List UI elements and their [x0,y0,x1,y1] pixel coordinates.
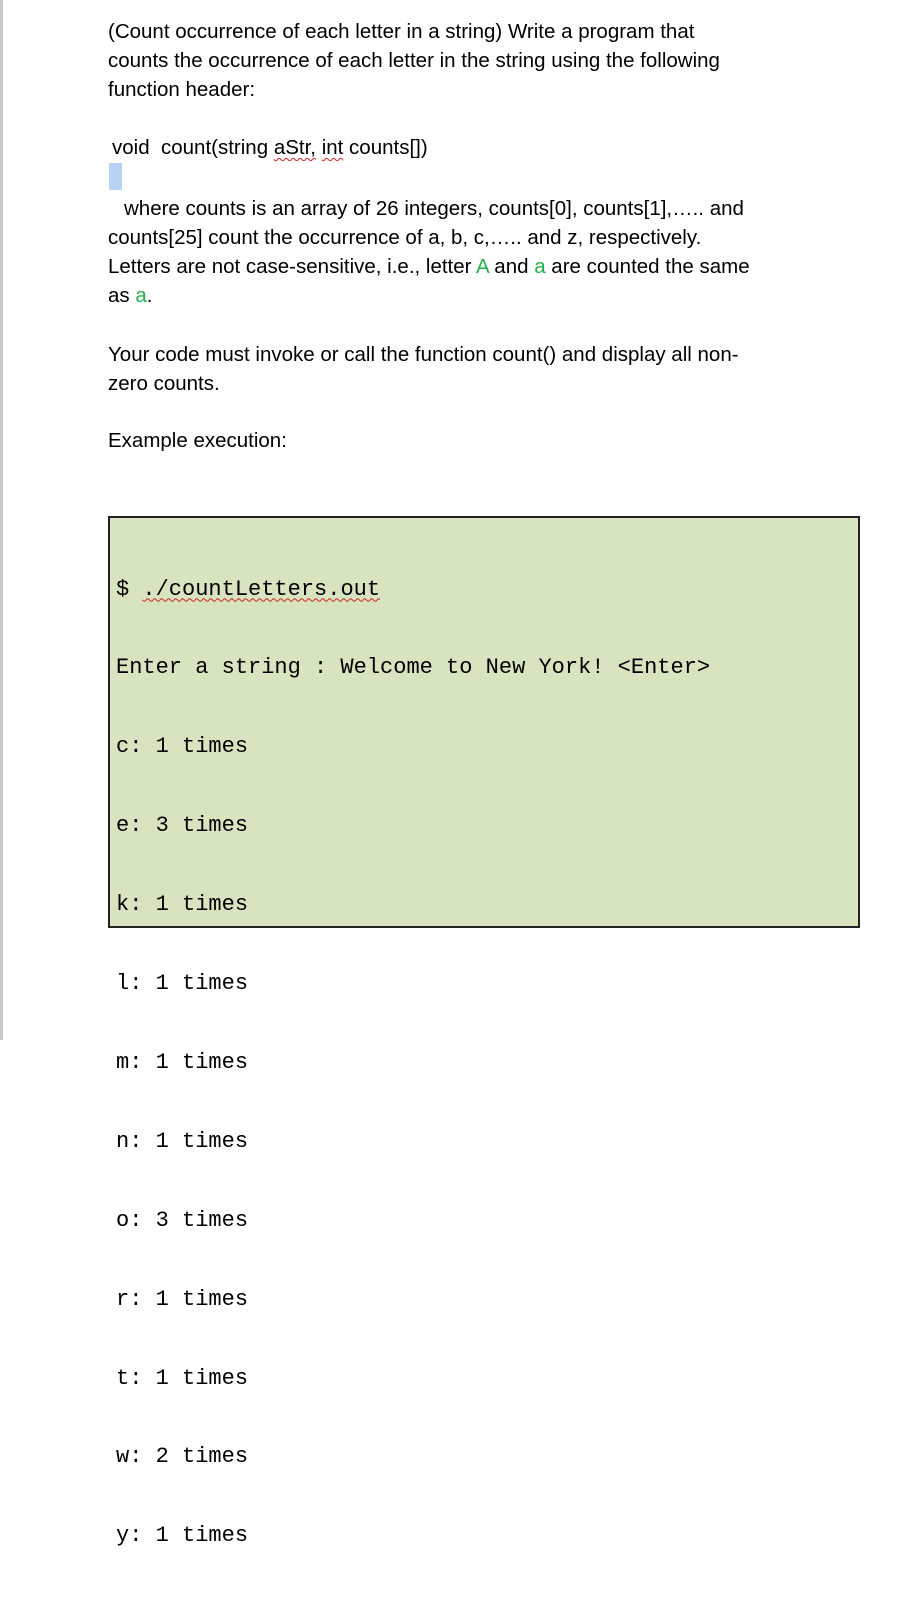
terminal-output-line: k: 1 times [116,892,249,918]
terminal-output-line: w: 2 times [116,1444,249,1470]
requirement-line: zero counts. [108,372,220,395]
intro-line: function header: [108,78,256,101]
description-text: Letters are not case-sensitive, i.e., letter [108,255,477,278]
signature-prefix: void count(string [112,136,274,159]
highlight-letter-upper: A [476,255,489,278]
terminal-output-line: e: 3 times [116,813,249,839]
description-line: counts[25] count the occurrence of a, b, c,….. and z, respectively. [108,226,702,249]
signature-suffix: counts[]) [343,136,428,159]
description-paragraph [108,194,750,310]
terminal-output-line: y: 1 times [116,1523,249,1549]
description-line [108,281,750,310]
terminal-output [116,524,710,1602]
problem-intro [108,17,720,104]
page-left-edge [0,0,3,1040]
signature-param-astr: aStr, [273,136,316,159]
intro-line: (Count occurrence of each letter in a string) Write a program that [108,20,695,43]
intro-line: counts the occurrence of each letter in the string using the following [108,49,720,72]
requirement-line: Your code must invoke or call the function count() and display all non- [108,343,739,366]
terminal-command-line [116,577,710,603]
example-terminal-box [108,516,860,1549]
description-text: . [146,284,153,307]
highlight-letter-lower: a [534,255,546,278]
description-text: are counted the same [545,255,750,278]
highlight-letter-lower: a [135,284,147,307]
terminal-output-line: n: 1 times [116,1128,249,1154]
terminal-output-line: t: 1 times [116,1365,249,1391]
example-label: Example execution: [108,429,287,452]
text-cursor-selection [109,163,122,190]
function-signature [112,133,428,162]
signature-type-int: int [321,136,344,159]
description-text: and [488,255,535,278]
terminal-output-line: r: 1 times [116,1286,249,1312]
terminal-output-line: o: 3 times [116,1207,249,1233]
terminal-output-line: m: 1 times [116,1049,249,1075]
description-line: where counts is an array of 26 integers, counts[0], counts[1],….. and [124,197,744,220]
terminal-command: ./countLetters.out [142,576,381,602]
terminal-prompt: $ [116,576,143,602]
terminal-input-line: Enter a string : Welcome to New York! <Enter> [116,655,711,681]
terminal-output-line: l: 1 times [116,971,249,997]
terminal-output-line: c: 1 times [116,734,249,760]
description-text: as [108,284,136,307]
description-line [108,252,750,281]
requirement-paragraph [108,340,739,398]
